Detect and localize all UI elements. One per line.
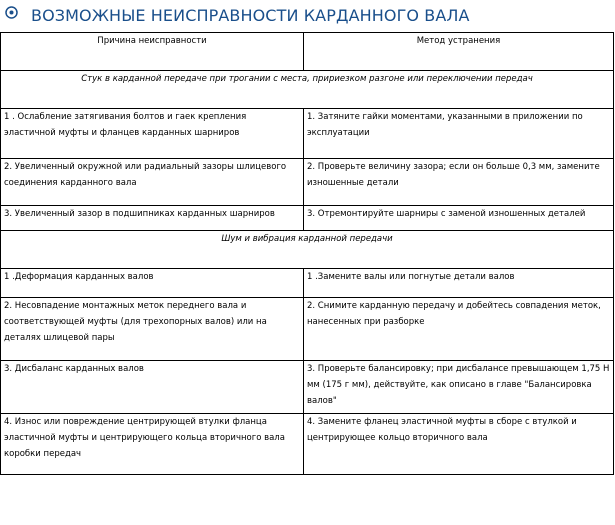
- section-title-knock: Стук в карданной передаче при трогании с места, пририезком разгоне или переключении передач: [1, 71, 614, 109]
- remedy-cell: 1. Затяните гайки моментами, указанными в приложении по эксплуатации: [304, 109, 614, 159]
- cause-cell: 1 .Деформация карданных валов: [1, 269, 304, 298]
- cause-cell: 3. Увеличенный зазор в подшипниках карданных шарниров: [1, 206, 304, 231]
- cause-cell: 1 . Ослабление затягивания болтов и гаек крепления эластичной муфты и фланцев карданных шарниров: [1, 109, 304, 159]
- remedy-cell: 2. Снимите карданную передачу и добейтесь совпадения меток, нанесенных при разборке: [304, 298, 614, 361]
- remedy-cell: 2. Проверьте величину зазора; если он больше 0,3 мм, замените изношенные детали: [304, 159, 614, 206]
- column-header-remedy: Метод устранения: [304, 33, 614, 71]
- section-header-row: [1, 71, 614, 109]
- table-row: [1, 206, 614, 231]
- table-row: [1, 109, 614, 159]
- page-header: [0, 0, 615, 32]
- remedy-cell: 1 .Замените валы или погнутые детали валов: [304, 269, 614, 298]
- cause-cell: 3. Дисбаланс карданных валов: [1, 361, 304, 414]
- table-row: [1, 414, 614, 475]
- remedy-cell: 3. Отремонтируйте шарниры с заменой изношенных деталей: [304, 206, 614, 231]
- table-row: [1, 298, 614, 361]
- table-row: [1, 269, 614, 298]
- cause-cell: 4. Износ или повреждение центрирующей втулки фланца эластичной муфты и центрирующего кольца вторичного вала коробки передач: [1, 414, 304, 475]
- section-title-noise: Шум и вибрация карданной передачи: [1, 231, 614, 269]
- table-header-row: [1, 33, 614, 71]
- page-title: ВОЗМОЖНЫЕ НЕИСПРАВНОСТИ КАРДАННОГО ВАЛА: [31, 6, 470, 25]
- section-header-row: [1, 231, 614, 269]
- faults-table: [0, 32, 614, 475]
- circle-bullet-icon: [5, 6, 18, 19]
- cause-cell: 2. Несовпадение монтажных меток переднего вала и соответствующей муфты (для трехопорных валов) или на деталях шлицевой пары: [1, 298, 304, 361]
- remedy-cell: 3. Проверьте балансировку; при дисбалансе превышающем 1,75 Н мм (175 г мм), действуйте, как описано в главе "Балансировка валов": [304, 361, 614, 414]
- remedy-cell: 4. Замените фланец эластичной муфты в сборе с втулкой и центрирующее кольцо вторичного вала: [304, 414, 614, 475]
- cause-cell: 2. Увеличенный окружной или радиальный зазоры шлицевого соединения карданного вала: [1, 159, 304, 206]
- column-header-cause: Причина неисправности: [1, 33, 304, 71]
- table-row: [1, 361, 614, 414]
- table-row: [1, 159, 614, 206]
